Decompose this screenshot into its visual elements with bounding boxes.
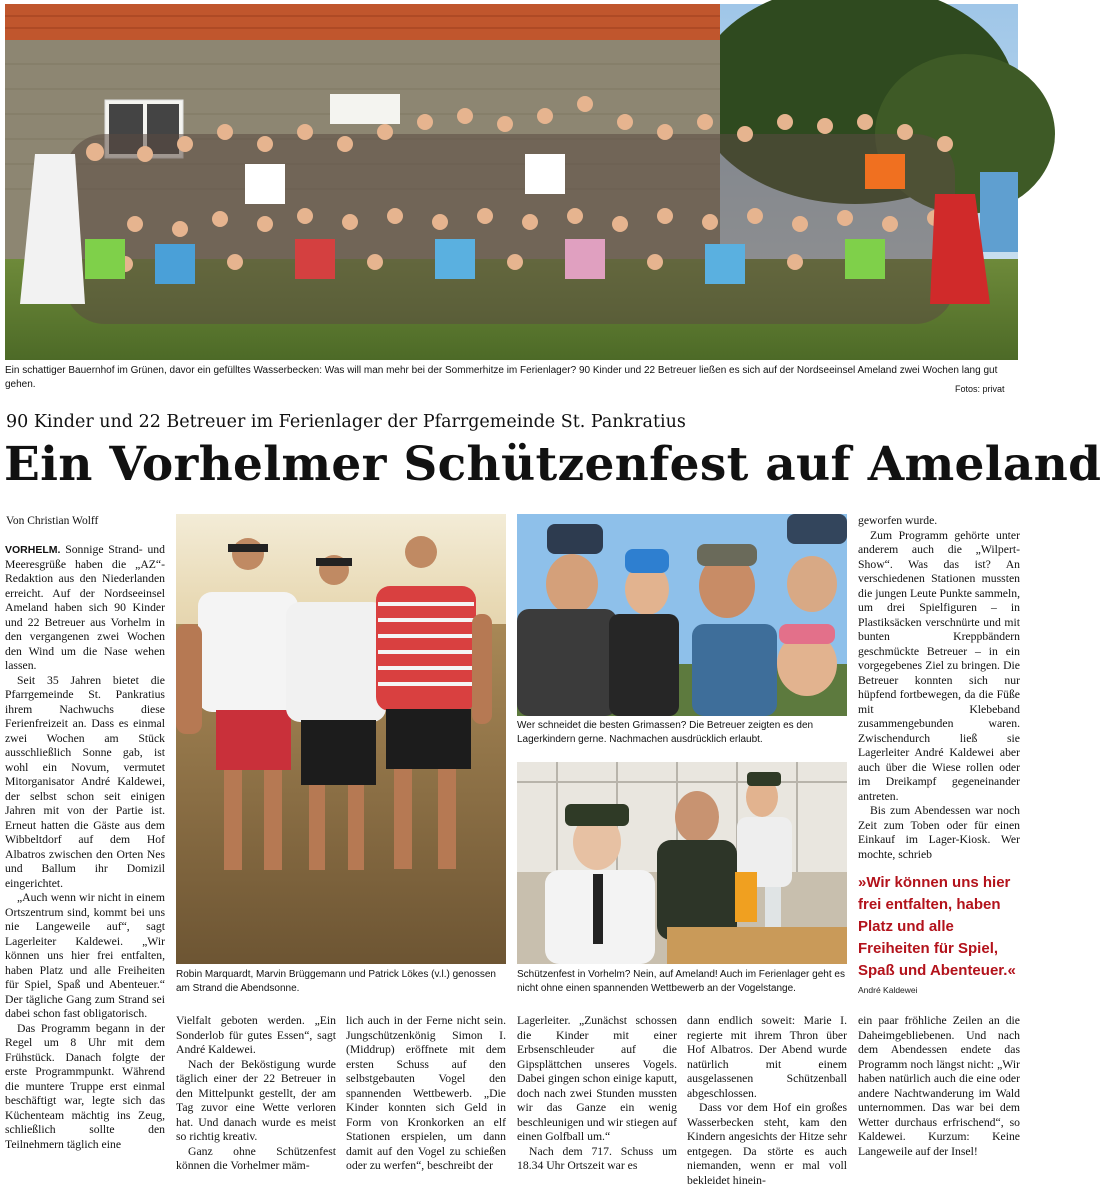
grimace-photo-caption: Wer schneidet die besten Grimassen? Die Betreuer zeigten es den Lagerkindern gerne. Nachmachen ausdrücklich erlaubt. <box>517 720 814 745</box>
paragraph: Seit 35 Jahren bietet die Pfarrgemeinde St. Pankratius ihrem Nachwuchs diese Ferienfreizeit an. Dass es einmal zwei Wochen am Stück ausschließlich Sonne gab, ist wohl ein Novum, vermutet Mitorganisator André Kaldewei, der selbst schon seit einigen Jahren mit von der Partie ist. Erneut hatten die Gäste aus dem Wibbeltdorf auf dem Hof Albatros zwischen den Orten Nes und Ballum ihr Domizil eingerichtet. <box>5 673 165 890</box>
pull-quote: »Wir können uns hier frei entfalten, haben Platz und alle Freiheiten für Spiel, Spaß und Abenteuer.« <box>858 874 1016 979</box>
paragraph: ein paar fröhliche Zeilen an die Daheimgebliebenen. Und nach dem Abendessen endete das Programm noch längst nicht: „Wir haben natürlich auch die eine oder andere Nachtwanderung im Wald unternommen. Das war bei dem Wetter durchaus erfrischend“, so Kaldewei. Kurzum: Keine Langeweile auf der Insel! <box>858 1014 1020 1158</box>
paragraph: Sonnige Strand- und Meeresgrüße haben die „AZ“-Redaktion aus den Niederlanden erreicht. Auf der Nordseeinsel Ameland haben sich 90 Kinder und 22 Betreuer aus Vorhelm in den vergangenen zwei Wochen den Wind um die Nase wehen lassen. <box>5 543 165 672</box>
paragraph: Ganz ohne Schützenfest können die Vorhelmer mäm- <box>176 1144 336 1172</box>
headline: Ein Vorhelmer Schützenfest auf Ameland <box>4 437 1101 492</box>
article-column-5 <box>687 1014 847 1187</box>
paragraph: Das Programm begann in der Regel um 8 Uhr mit dem Frühstück. Danach folgte der erste Programmpunkt. Während die muntere Truppe erst einmal beschäftigt war, legte sich das Küchenteam mächtig ins Zeug, schließlich sollte den Teilnehmern täglich eine <box>5 1021 165 1151</box>
kicker: 90 Kinder und 22 Betreuer im Ferienlager der Pfarrgemeinde St. Pankratius <box>6 412 686 432</box>
paragraph: dann endlich soweit: Marie I. regierte mit ihrem Thron über Hof Albatros. Der Abend wurde natürlich mit einem ausgelassenen Schützenball abgeschlossen. <box>687 1014 847 1100</box>
shooting-photo <box>517 762 847 964</box>
beach-photo-image <box>176 514 506 964</box>
article-column-4 <box>517 1014 677 1178</box>
group-photo <box>5 4 1018 360</box>
paragraph: Nach der Beköstigung wurde täglich einer der 22 Betreuer in den Mittelpunkt gestellt, der am Tag zuvor eine Wette verloren hat. Und danach wurde es meist so richtig kreativ. <box>176 1057 336 1143</box>
beach-photo <box>176 514 506 964</box>
paragraph: Bis zum Abendessen war noch Zeit zum Toben oder für einen Einkauf im Lager-Kiosk. Wer mochte, schrieb <box>858 804 1020 861</box>
paragraph: Zum Programm gehörte unter anderem auch die „Wilpert-Show“. Was das ist? An verschiedenen Stationen mussten die jungen Leute Punkte sammeln, um drei Spielfiguren – in Plastiksäcken verschnürte und mit bunten Kreppbändern geschmückte Betreuer – in ein vorgegebenes Ziel zu bringen. Die Betreuer konnten sich nur hüpfend fortbewegen, da die Füße mit Klebeband zusammengebunden waren. Zwischendurch ließ sie Lagerleiter André Kaldewei aber auch über die Wiese rollen oder im Dreikampf gegeneinander antreten. <box>858 528 1020 803</box>
paragraph: Vielfalt geboten werden. „Ein Sonderlob für gutes Essen“, sagt André Kaldewei. <box>176 1014 336 1056</box>
grimace-photo <box>517 514 847 716</box>
article-column-6-top <box>858 514 1020 866</box>
photo-credit: Fotos: privat <box>955 384 1005 394</box>
pull-quote-author: André Kaldewei <box>858 985 918 995</box>
paragraph: geworfen wurde. <box>858 514 938 527</box>
paragraph: lich auch in der Ferne nicht sein. Jungschützenkönig Simon I. (Middrup) eröffnete mit dem ersten Schuss auf den selbstgebauten Vogel den spannenden Wettbewerb. „Die Kinder konnten sich Geld in Form von Kronkorken an elf Stationen erspielen, um dann damit auf den Vogel zu schießen oder zu werfen“, beschreibt der <box>346 1014 506 1172</box>
paragraph: Lagerleiter. „Zunächst schossen die Kinder mit einer Erbsenschleuder auf die Gipsplättchen unseres Vogels. Dabei gingen schon einige kaputt, doch nach zwei Stunden mussten wir das Ganze ein wenig beschleunigen und wir stiegen auf einen Golfball um.“ <box>517 1014 677 1143</box>
dateline: VORHELM. <box>5 544 61 556</box>
article-column-1 <box>5 543 165 1178</box>
byline: Von Christian Wolff <box>6 515 99 527</box>
article-column-3 <box>346 1014 506 1178</box>
beach-photo-caption: Robin Marquardt, Marvin Brüggemann und Patrick Lökes (v.l.) genossen am Strand die Abendsonne. <box>176 969 496 994</box>
group-photo-caption: Ein schattiger Bauernhof im Grünen, davor ein gefülltes Wasserbecken: Was will man mehr bei der Sommerhitze im Ferienlager? 90 Kinder und 22 Betreuer ließen es sich auf der Nordseeinsel Ameland zwei Wochen lang gut gehen. <box>5 365 998 390</box>
paragraph: Nach dem 717. Schuss um 18.34 Uhr Ortszeit war es <box>517 1144 677 1172</box>
paragraph: „Auch wenn wir nicht in einem Ortszentrum sind, kommt bei uns nie Langeweile auf“, sagt Lagerleiter Kaldewei. „Wir können uns hier frei entfalten, haben Platz und alle Freiheiten für Spiel, Spaß und Abenteuer.“ Der tägliche Gang zum Strand sei dabei schon fast obligatorisch. <box>5 891 165 1020</box>
shooting-photo-image <box>517 762 847 964</box>
article-column-2 <box>176 1014 336 1178</box>
group-photo-image <box>5 4 1018 360</box>
grimace-photo-image <box>517 514 847 716</box>
article-column-6-bottom <box>858 1014 1020 1178</box>
paragraph: Dass vor dem Hof ein großes Wasserbecken steht, kam den Kindern angesichts der Hitze sehr entgegen. Da störte es auch niemanden, wenn er mal voll bekleidet hinein- <box>687 1101 847 1187</box>
shooting-photo-caption: Schützenfest in Vorhelm? Nein, auf Ameland! Auch im Ferienlager geht es nicht ohne einen spannenden Wettbewerb an der Vogelstange. <box>517 969 845 994</box>
